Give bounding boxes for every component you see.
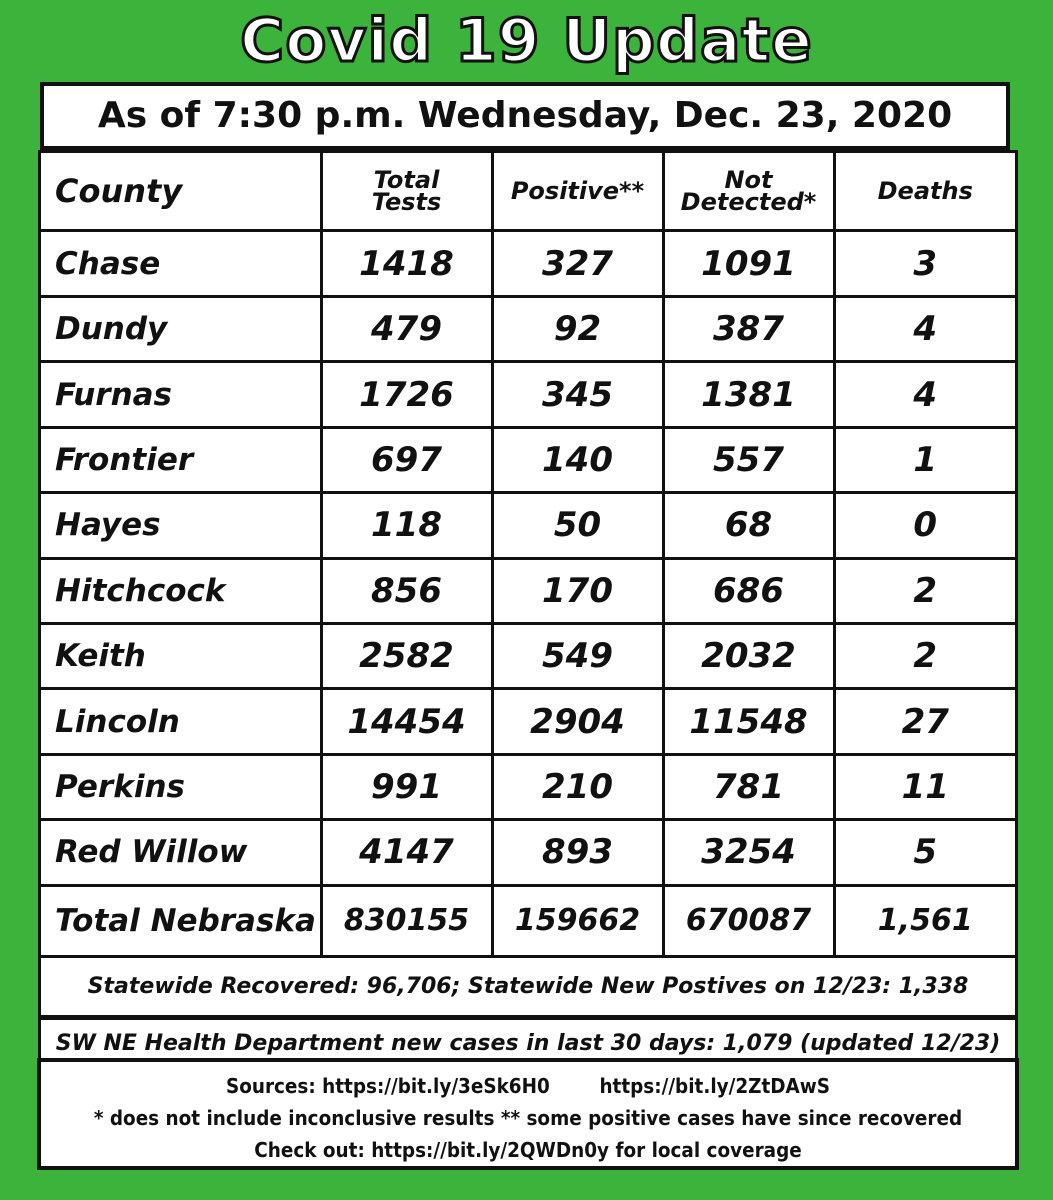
footnote-line: * does not include inconclusive results ** some positive cases have since recovered: [93, 1106, 963, 1130]
total-tests-value: 118: [321, 493, 492, 558]
total-tests-value: 856: [321, 558, 492, 623]
county-name: Hayes: [41, 493, 321, 558]
not-detected-value: 387: [663, 296, 834, 361]
deaths-value: 2: [834, 623, 1015, 688]
county-name: Hitchcock: [41, 558, 321, 623]
positive-value: 140: [492, 427, 663, 492]
source-link-2[interactable]: https://bit.ly/2ZtDAwS: [599, 1074, 831, 1098]
total-tests-value: 697: [321, 427, 492, 492]
deaths-total: 1,561: [834, 885, 1015, 955]
positive-total: 159662: [492, 885, 663, 955]
county-name: Red Willow: [41, 820, 321, 885]
positive-value: 893: [492, 820, 663, 885]
county-name: Perkins: [41, 754, 321, 819]
checkout-label: Check out:: [254, 1138, 365, 1162]
table-header-row: [41, 153, 1015, 231]
deaths-value: 5: [834, 820, 1015, 885]
checkout-line: [80, 1134, 976, 1166]
sources-footer: [37, 1058, 1019, 1170]
total-label: Total Nebraska: [41, 885, 321, 955]
deaths-value: 27: [834, 689, 1015, 754]
total-tests-total: 830155: [321, 885, 492, 955]
positive-value: 549: [492, 623, 663, 688]
positive-value: 327: [492, 231, 663, 296]
deaths-value: 4: [834, 362, 1015, 427]
county-name: Keith: [41, 623, 321, 688]
total-tests-value: 991: [321, 754, 492, 819]
positive-value: 170: [492, 558, 663, 623]
sources-label: Sources:: [225, 1074, 316, 1098]
health-department-note: SW NE Health Department new cases in last 30 days: 1,079 (updated 12/23): [38, 1018, 1018, 1058]
checkout-link[interactable]: https://bit.ly/2QWDn0y: [371, 1138, 610, 1162]
not-detected-value: 1381: [663, 362, 834, 427]
sources-line: [80, 1070, 976, 1102]
positive-header: Positive**: [492, 153, 663, 231]
deaths-value: 3: [834, 231, 1015, 296]
not-detected-value: 557: [663, 427, 834, 492]
county-name: Furnas: [41, 362, 321, 427]
total-tests-value: 479: [321, 296, 492, 361]
table-row: [41, 820, 1015, 885]
source-link-1[interactable]: https://bit.ly/3eSk6H0: [322, 1074, 550, 1098]
not-detected-value: 3254: [663, 820, 834, 885]
positive-value: 50: [492, 493, 663, 558]
total-tests-header-line: Total: [373, 166, 440, 195]
not-detected-value: 2032: [663, 623, 834, 688]
county-name: Chase: [41, 231, 321, 296]
total-tests-value: 1726: [321, 362, 492, 427]
county-header: County: [41, 153, 321, 231]
not-detected-value: 68: [663, 493, 834, 558]
not-detected-value: 11548: [663, 689, 834, 754]
table-row: [41, 689, 1015, 754]
not-detected-value: 1091: [663, 231, 834, 296]
total-tests-value: 14454: [321, 689, 492, 754]
not-detected-header-line: Not: [724, 166, 773, 195]
table-row: [41, 362, 1015, 427]
not-detected-value: 686: [663, 558, 834, 623]
table-row: [41, 623, 1015, 688]
total-tests-value: 2582: [321, 623, 492, 688]
deaths-value: 11: [834, 754, 1015, 819]
table-row: [41, 493, 1015, 558]
not-detected-header: [663, 153, 834, 231]
table-row: [41, 558, 1015, 623]
not-detected-header-line: Detected*: [680, 188, 817, 217]
total-tests-value: 1418: [321, 231, 492, 296]
positive-value: 210: [492, 754, 663, 819]
not-detected-total: 670087: [663, 885, 834, 955]
deaths-value: 2: [834, 558, 1015, 623]
statewide-summary: Statewide Recovered: 96,706; Statewide New Postives on 12/23: 1,338: [38, 958, 1018, 1018]
county-name: Frontier: [41, 427, 321, 492]
positive-value: 92: [492, 296, 663, 361]
deaths-value: 4: [834, 296, 1015, 361]
county-name: Lincoln: [41, 689, 321, 754]
positive-value: 345: [492, 362, 663, 427]
covid-table-container: [38, 150, 1018, 958]
total-row: [41, 885, 1015, 955]
county-name: Dundy: [41, 296, 321, 361]
table-row: [41, 296, 1015, 361]
total-tests-header-line: Tests: [371, 188, 442, 217]
deaths-value: 1: [834, 427, 1015, 492]
not-detected-value: 781: [663, 754, 834, 819]
table-row: [41, 427, 1015, 492]
positive-value: 2904: [492, 689, 663, 754]
main-title: Covid 19 Update: [240, 6, 813, 76]
date-banner: As of 7:30 p.m. Wednesday, Dec. 23, 2020: [40, 82, 1010, 150]
deaths-value: 0: [834, 493, 1015, 558]
covid-table: [41, 153, 1015, 955]
table-row: [41, 231, 1015, 296]
total-tests-header: [321, 153, 492, 231]
deaths-header: Deaths: [834, 153, 1015, 231]
table-row: [41, 754, 1015, 819]
total-tests-value: 4147: [321, 820, 492, 885]
checkout-suffix: for local coverage: [615, 1138, 802, 1162]
